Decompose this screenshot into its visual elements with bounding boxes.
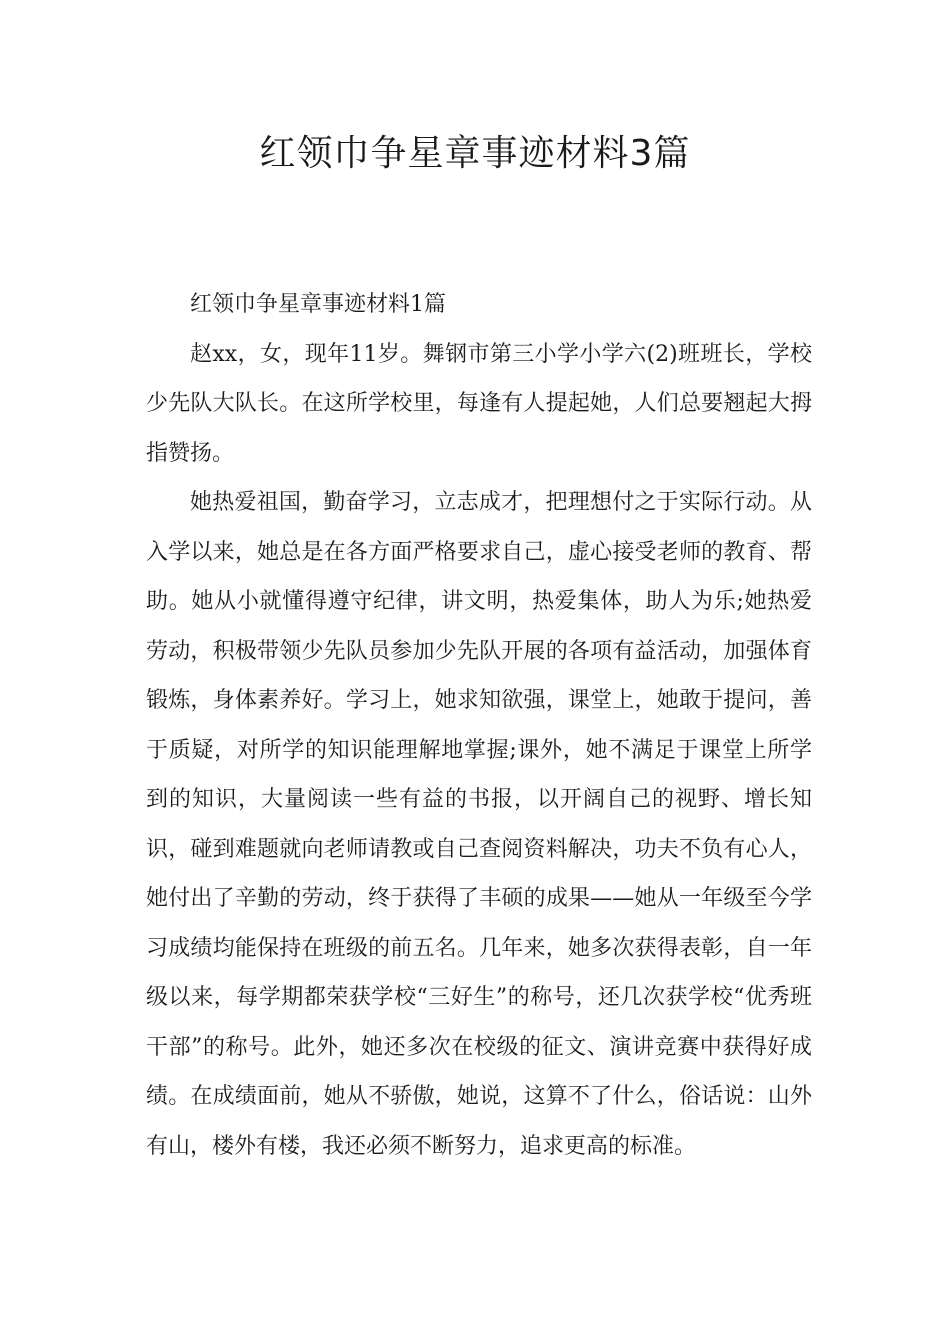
document-title: 红领巾争星章事迹材料3篇 xyxy=(259,133,691,174)
paragraph-intro: 赵xx，女，现年11岁。舞钢市第三小学小学六(2)班班长，学校少先队大队长。在这所学校里，每逢有人提起她，人们总要翘起大拇指赞扬。 xyxy=(146,341,812,466)
document-body xyxy=(146,280,812,1171)
paragraph-achievements: 她热爱祖国，勤奋学习，立志成才，把理想付之于实际行动。从入学以来，她总是在各方面严格要求自己，虚心接受老师的教育、帮助。她从小就懂得遵守纪律，讲文明，热爱集体，助人为乐;她热爱劳动，积极带领少先队员参加少先队开展的各项有益活动，加强体育锻炼，身体素养好。学习上，她求知欲强，课堂上，她敢于提问，善于质疑，对所学的知识能理解地掌握;课外，她不满足于课堂上所学到的知识，大量阅读一些有益的书报，以开阔自己的视野、增长知识，碰到难题就向老师请教或自己查阅资料解决，功夫不负有心人，她付出了辛勤的劳动，终于获得了丰硕的成果——她从一年级至今学习成绩均能保持在班级的前五名。几年来，她多次获得表彰，自一年级以来，每学期都荣获学校“三好生”的称号，还几次获学校“优秀班干部”的称号。此外，她还多次在校级的征文、演讲竞赛中获得好成绩。在成绩面前，她从不骄傲，她说，这算不了什么，俗话说：山外有山，楼外有楼，我还必须不断努力，追求更高的标准。 xyxy=(146,490,812,1159)
section-heading: 红领巾争星章事迹材料1篇 xyxy=(190,292,446,317)
